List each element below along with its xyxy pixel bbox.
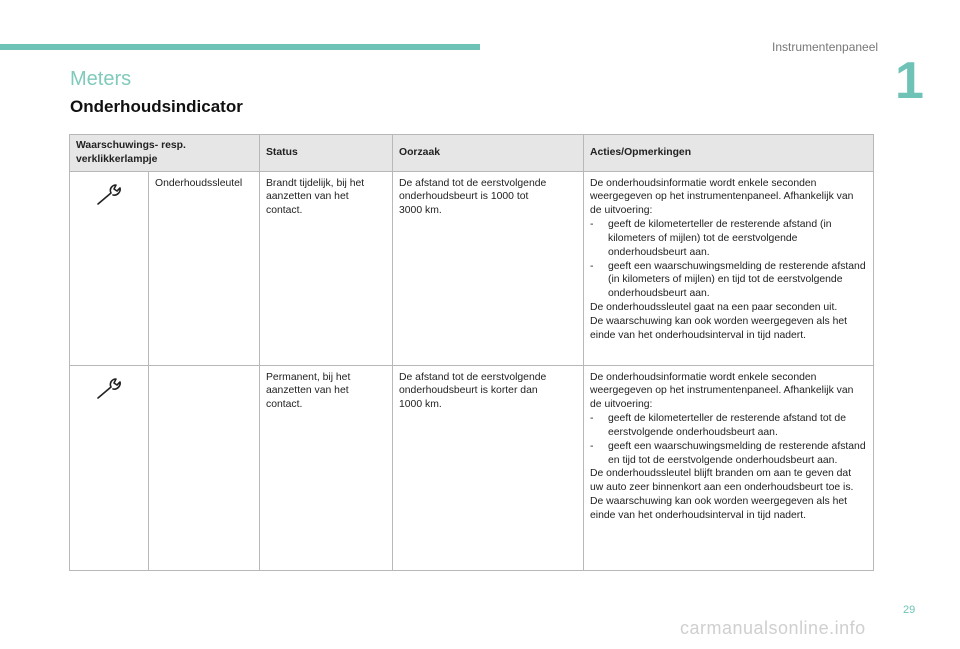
header-lamp: Waarschuwings- resp. verklikkerlampje <box>70 135 260 172</box>
page-title: Onderhoudsindicator <box>70 97 243 116</box>
table-header-row <box>70 135 874 172</box>
watermark: carmanualsonline.info <box>680 618 866 638</box>
indicator-name <box>149 365 260 570</box>
actions-cell: De onderhoudsinformatie wordt enkele seconden weergegeven op het instrumentenpaneel. Afhankelijk van de uitvoering: - geeft de kilometerteller de resterende afstand tot de eerstvolgende onderhoudsbeurt aan. - geeft een waarschuwingsmelding de resterende afstand en tijd tot de eerstvolgende onderhoudsbeurt aan. De onderhoudssleutel blijft branden om aan te geven dat uw auto zeer binnenkort aan een onderhoudsbeurt toe is. De waarschuwing kan ook worden weergegeven als het einde van het onderhoudsinterval in tijd nadert. <box>584 365 874 570</box>
lamp-cell <box>70 171 149 365</box>
header-cause: Oorzaak <box>393 135 584 172</box>
indicator-name: Onderhoudssleutel <box>149 171 260 365</box>
status-cell: Permanent, bij het aanzetten van het contact. <box>260 365 393 570</box>
top-accent-bar <box>0 44 480 50</box>
header-status: Status <box>260 135 393 172</box>
page-section: Meters <box>70 68 132 90</box>
cause-cell: De afstand tot de eerstvolgende onderhoudsbeurt is korter dan 1000 km. <box>393 365 584 570</box>
table-row <box>70 171 874 365</box>
section-header: Instrumentenpaneel <box>772 40 879 54</box>
page-number: 29 <box>903 604 916 616</box>
wrench-icon <box>94 376 124 402</box>
wrench-icon <box>94 182 124 208</box>
status-cell: Brandt tijdelijk, bij het aanzetten van het contact. <box>260 171 393 365</box>
chapter-number: 1 <box>895 52 924 110</box>
header-actions: Acties/Opmerkingen <box>584 135 874 172</box>
indicator-table <box>69 134 874 571</box>
table-row <box>70 365 874 570</box>
cause-cell: De afstand tot de eerstvolgende onderhoudsbeurt is 1000 tot 3000 km. <box>393 171 584 365</box>
lamp-cell <box>70 365 149 570</box>
actions-cell: De onderhoudsinformatie wordt enkele seconden weergegeven op het instrumentenpaneel. Afhankelijk van de uitvoering: - geeft de kilometerteller de resterende afstand (in kilometers of mijlen) tot de eerstvolgende onderhoudsbeurt aan. - geeft een waarschuwingsmelding de resterende afstand (in kilometers of mijlen) en tijd tot de eerstvolgende onderhoudsbeurt aan. De onderhoudssleutel gaat na een paar seconden uit. De waarschuwing kan ook worden weergegeven als het einde van het onderhoudsinterval in tijd nadert. <box>584 171 874 365</box>
